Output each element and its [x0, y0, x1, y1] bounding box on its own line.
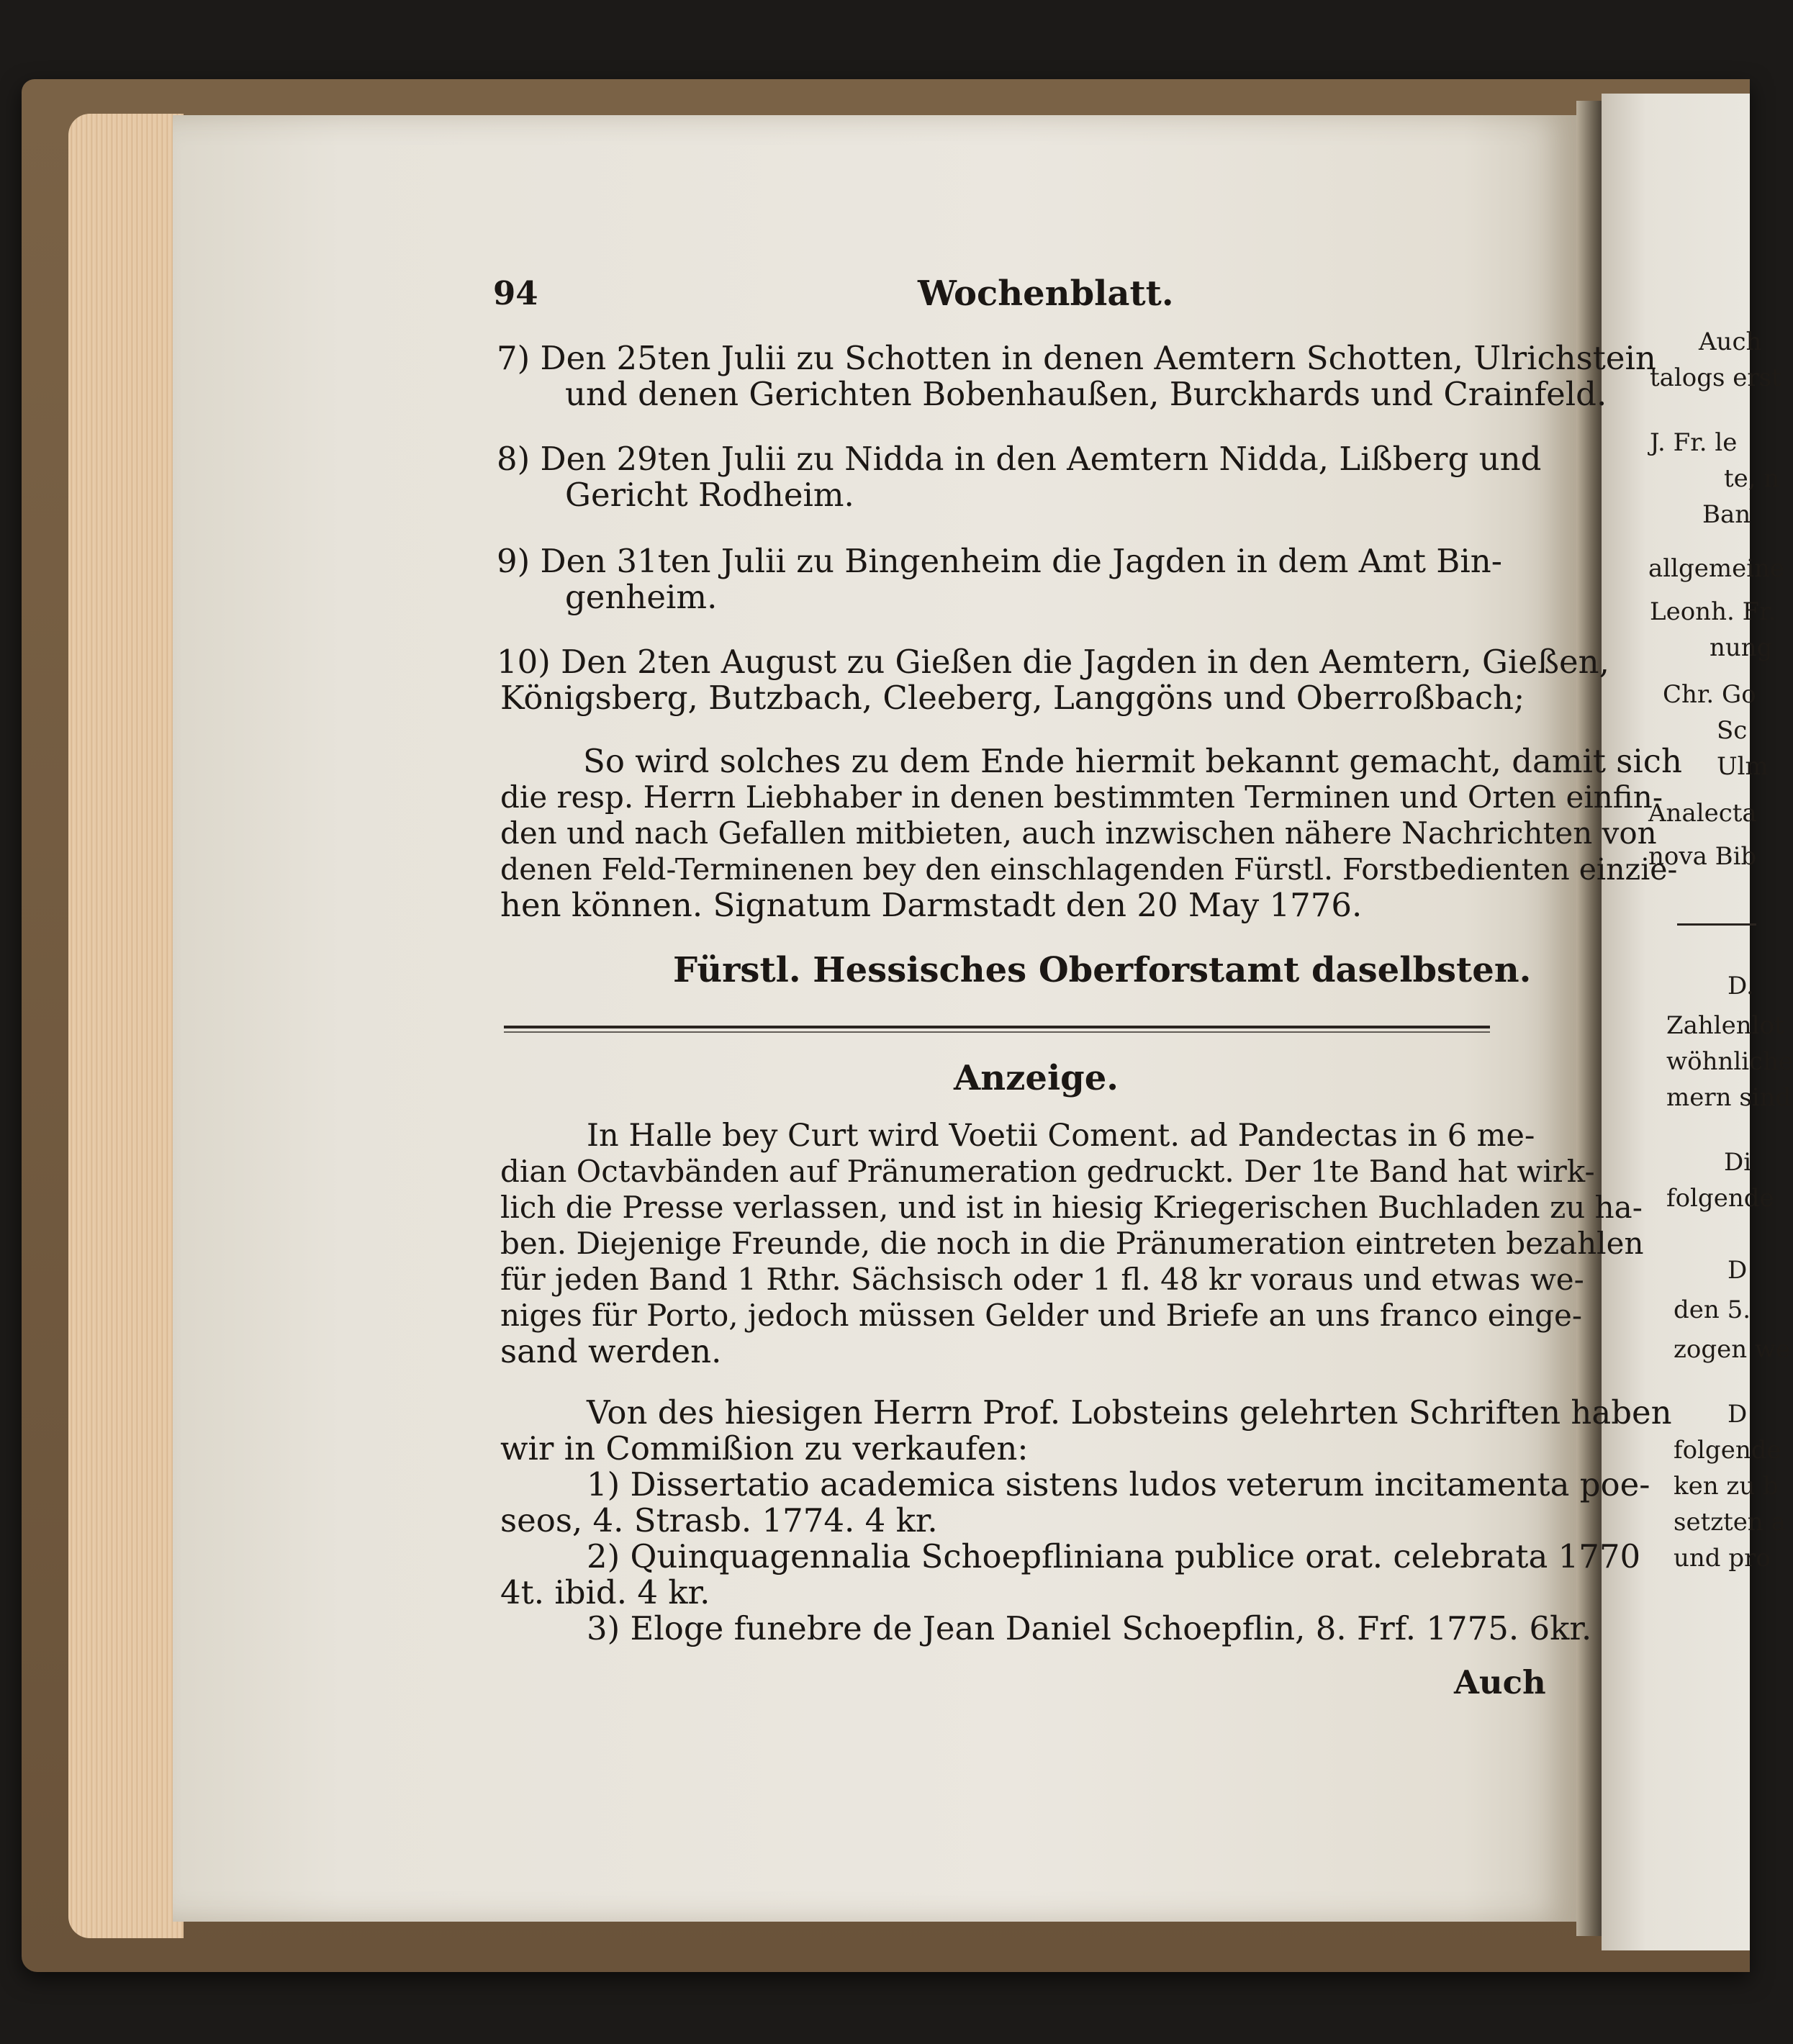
- list-item-3: 3) Eloge funebre de Jean Daniel Schoepflin, 8. Frf. 1775. 6kr.: [587, 1609, 1592, 1647]
- list-item-2-line-2: 4t. ibid. 4 kr.: [500, 1573, 710, 1611]
- page-number: 94: [493, 274, 538, 312]
- closing-line-1: So wird solches zu dem Ende hiermit bekannt gemacht, damit sich: [583, 742, 1682, 780]
- right-fragment: J. Fr. le: [1650, 428, 1738, 457]
- item-7-line-2: und denen Gerichten Bobenhaußen, Burckhards und Crainfeld.: [565, 375, 1607, 413]
- item-8-line-2: Gericht Rodheim.: [565, 476, 854, 514]
- notice-p1-line-5: für jeden Band 1 Rthr. Sächsisch oder 1 fl. 48 kr voraus und etwas we-: [500, 1262, 1584, 1297]
- notice-p1-line-3: lich die Presse verlassen, und ist in hiesig Kriegerischen Buchladen zu ha-: [500, 1190, 1643, 1225]
- item-10-line-2: Königsberg, Butzbach, Cleeberg, Langgöns und Oberroßbach;: [500, 679, 1525, 717]
- right-fragment: Ban: [1702, 500, 1751, 529]
- right-fragment: und pro: [1674, 1544, 1771, 1573]
- right-fragment: Zahlenlot: [1666, 1011, 1784, 1040]
- right-fragment: Ulm: [1717, 752, 1769, 781]
- item-9-line-2: genheim.: [565, 578, 718, 616]
- right-fragment: den 5.: [1674, 1295, 1751, 1324]
- item-8-line-1: 8) Den 29ten Julii zu Nidda in den Aemtern Nidda, Lißberg und: [497, 440, 1542, 478]
- right-fragment: folgende: [1674, 1436, 1781, 1465]
- right-fragment: nova Bib: [1648, 842, 1757, 871]
- right-fragment: wöhnliche: [1666, 1047, 1793, 1076]
- catchword: Auch: [1454, 1663, 1546, 1701]
- running-title: Wochenblatt.: [918, 273, 1174, 314]
- right-fragment: Sc: [1717, 716, 1748, 745]
- notice-p1-line-4: ben. Diejenige Freunde, die noch in die Pränumeration eintreten bezahlen: [500, 1226, 1644, 1261]
- notice-heading: Anzeige.: [954, 1058, 1119, 1098]
- list-item-2-line-1: 2) Quinquagennalia Schoepfliniana publice orat. celebrata 1770: [587, 1537, 1641, 1575]
- right-fragment: zogen we: [1674, 1335, 1791, 1364]
- notice-p1-line-6: niges für Porto, jedoch müssen Gelder und Briefe an uns franco einge-: [500, 1298, 1583, 1333]
- right-fragment: allgemeine: [1648, 554, 1785, 583]
- closing-line-4: denen Feld-Terminenen bey den einschlagenden Fürstl. Forstbedienten einzie-: [500, 852, 1678, 887]
- right-fragment: mern sind: [1666, 1083, 1792, 1112]
- right-fragment: D.: [1727, 972, 1754, 1000]
- right-fragment: Analecta: [1648, 799, 1757, 828]
- item-9-line-1: 9) Den 31ten Julii zu Bingenheim die Jagden in dem Amt Bin-: [497, 542, 1502, 580]
- right-fragment: nung: [1710, 633, 1773, 662]
- right-fragment: te, n: [1724, 464, 1780, 493]
- right-fragment: D: [1727, 1256, 1748, 1285]
- section-divider: [504, 1026, 1490, 1028]
- section-divider-thin: [504, 1031, 1490, 1033]
- item-10-line-1: 10) Den 2ten August zu Gießen die Jagden in den Aemtern, Gießen,: [497, 643, 1609, 681]
- notice-p1-line-7: sand werden.: [500, 1332, 722, 1370]
- right-fragment: Leonh. Fr.: [1650, 597, 1776, 626]
- closing-line-5: hen können. Signatum Darmstadt den 20 May 1776.: [500, 886, 1363, 924]
- right-fragment: talogs erst: [1650, 363, 1781, 392]
- list-item-1-line-2: seos, 4. Strasb. 1774. 4 kr.: [500, 1501, 938, 1539]
- closing-line-3: den und nach Gefallen mitbieten, auch inzwischen nähere Nachrichten von: [500, 815, 1657, 851]
- notice-p2-line-2: wir in Commißion zu verkaufen:: [500, 1429, 1029, 1468]
- notice-p1-line-1: In Halle bey Curt wird Voetii Coment. ad Pandectas in 6 me-: [587, 1118, 1535, 1154]
- right-fragment: setzten a: [1674, 1508, 1786, 1537]
- right-fragment: Di: [1724, 1148, 1752, 1177]
- right-fragment: ken zu b: [1674, 1472, 1779, 1501]
- right-fragment: folgende: [1666, 1184, 1774, 1213]
- item-7-line-1: 7) Den 25ten Julii zu Schotten in denen Aemtern Schotten, Ulrichstein: [497, 339, 1656, 377]
- right-divider: [1677, 923, 1756, 926]
- right-fragment: Chr. Go: [1663, 680, 1756, 709]
- signature: Fürstl. Hessisches Oberforstamt daselbsten.: [673, 950, 1532, 990]
- right-fragment: D: [1727, 1400, 1748, 1429]
- notice-p2-line-1: Von des hiesigen Herrn Prof. Lobsteins gelehrten Schriften haben: [587, 1393, 1672, 1432]
- list-item-1-line-1: 1) Dissertatio academica sistens ludos veterum incitamenta poe-: [587, 1465, 1650, 1503]
- closing-line-2: die resp. Herrn Liebhaber in denen bestimmten Terminen und Orten einfin-: [500, 779, 1663, 815]
- notice-p1-line-2: dian Octavbänden auf Pränumeration gedruckt. Der 1te Band hat wirk-: [500, 1154, 1595, 1189]
- right-fragment: Auch: [1699, 327, 1762, 356]
